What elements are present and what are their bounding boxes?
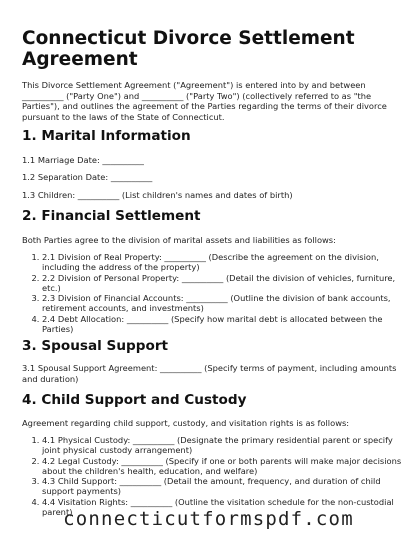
list-item: 2. 2.2 Division of Personal Property: __________ (Detail the division of vehicles, furniture, etc.): [42, 273, 410, 294]
list-item: 3. 4.3 Child Support: __________ (Detail the amount, frequency, and duration of child support payments): [42, 476, 410, 497]
list-item: 3. 2.3 Division of Financial Accounts: __________ (Outline the division of bank accounts, retirement accounts, and investments): [42, 293, 410, 314]
document-title: Connecticut Divorce Settlement Agreement: [22, 28, 355, 70]
spousal-agreement-field: 3.1 Spousal Support Agreement: __________ (Specify terms of payment, including amounts and duration): [22, 363, 397, 384]
children-field: 1.3 Children: __________ (List children's names and dates of birth): [22, 190, 293, 200]
intro-paragraph: This Divorce Settlement Agreement ("Agreement") is entered into by and between __________ ("Party One") and __________ ("Party Two") (collectively referred to as "the Parties"), and outlines the agreement of the Parties regarding the terms of their divorce pursuant to the laws of the State of Connecticut.: [22, 80, 387, 122]
separation-date-field: 1.2 Separation Date: __________: [22, 172, 153, 182]
list-item: 2. 4.2 Legal Custody: __________ (Specify if one or both parents will make major decisions about the children's health, education, and welfare): [42, 456, 410, 477]
financial-lead-paragraph: Both Parties agree to the division of marital assets and liabilities as follows:: [22, 235, 336, 245]
child-lead-paragraph: Agreement regarding child support, custody, and visitation rights is as follows:: [22, 418, 350, 428]
section-heading-spousal: 3. Spousal Support: [22, 338, 169, 354]
marriage-date-field: 1.1 Marriage Date: __________: [22, 155, 144, 165]
list-item: 4. 2.4 Debt Allocation: __________ (Specify how marital debt is allocated between the Parties): [42, 314, 410, 335]
section-heading-child: 4. Child Support and Custody: [22, 392, 247, 408]
financial-list: [22, 252, 410, 334]
section-heading-financial: 2. Financial Settlement: [22, 208, 201, 224]
list-item: 1. 2.1 Division of Real Property: __________ (Describe the agreement on the division, including the address of the property): [42, 252, 410, 273]
watermark-text: connecticutformspdf.com: [63, 508, 354, 530]
child-list: [22, 435, 410, 517]
section-heading-marital: 1. Marital Information: [22, 128, 191, 144]
list-item: 1. 4.1 Physical Custody: __________ (Designate the primary residential parent or specify joint physical custody arrangement): [42, 435, 410, 456]
list-item: 4. 4.4 Visitation Rights: __________ (Outline the visitation schedule for the non-custodial parent): [42, 497, 410, 518]
